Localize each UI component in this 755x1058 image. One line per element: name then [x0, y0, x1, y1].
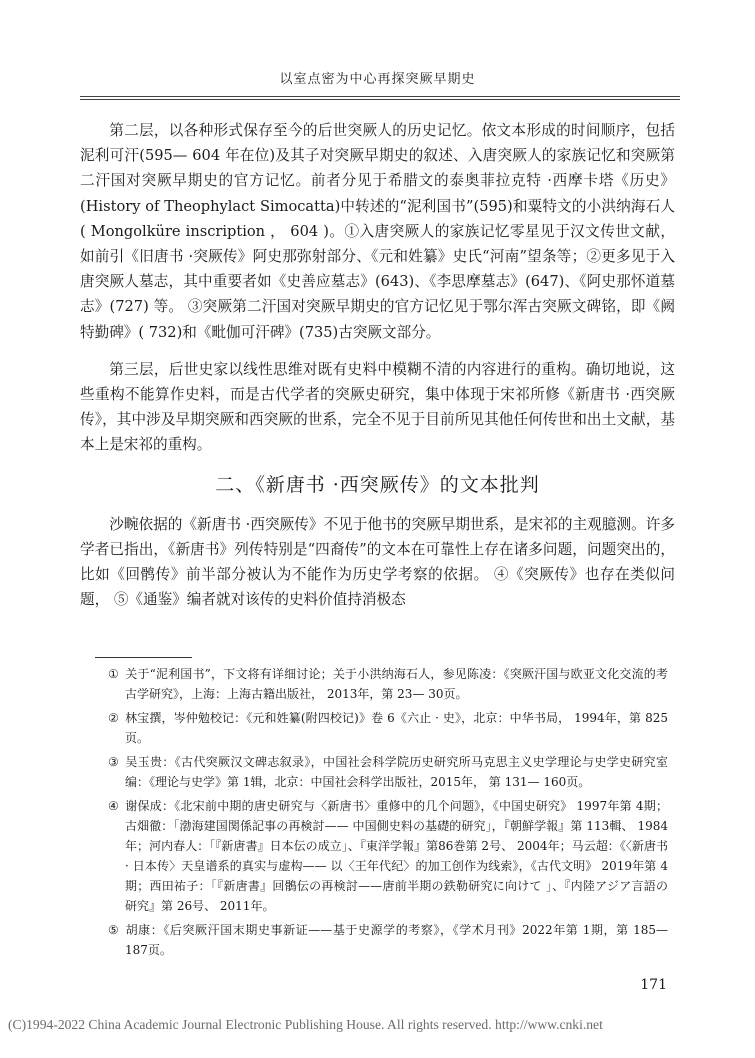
paragraph: 第二层，以各种形式保存至今的后世突厥人的历史记忆。依文本形成的时间顺序，包括泥利可汗(595— 604 年在位)及其子对突厥早期史的叙述、入唐突厥人的家族记忆和突厥第二汗国对突厥早期史的官方记忆。前者分见于希腊文的泰奥菲拉克特 ·西摩卡塔《历史》(History of Theophylact Simocatta)中转述的“泥利国书”(595)和粟特文的小洪纳海石人( Mongolküre inscription ， 604 )。①入唐突厥人的家族记忆零星见于汉文传世文献，如前引《旧唐书 ·突厥传》阿史那弥射部分、《元和姓纂》史氏“河南”望条等；②更多见于入唐突厥人墓志，其中重要者如《史善应墓志》(643)、《李思摩墓志》(647)、《阿史那怀道墓志》(727) 等。 ③突厥第二汗国对突厥早期史的官方记忆见于鄂尔浑古突厥文碑铭，即《阙特勤碑》( 732)和《毗伽可汗碑》(735)古突厥文部分。	[80, 122, 675, 341]
footnote-text: 胡康：《后突厥汗国末期史事新证——基于史源学的考察》，《学术月刊》2022年第 1期，第 185— 187页。	[125, 923, 668, 957]
body-text	[80, 118, 675, 624]
header-rule-bottom	[80, 99, 680, 100]
footnote-number: ④	[108, 799, 119, 813]
footnotes	[108, 664, 668, 964]
paragraph: 沙畹依据的《新唐书 ·西突厥传》不见于他书的突厥早期世系，是宋祁的主观臆测。许多学者已指出，《新唐书》列传特别是“四裔传”的文本在可靠性上存在诸多问题，问题突出的，比如《回鹘传》前半部分被认为不能作为历史学考察的依据。 ④《突厥传》也存在类似问题， ⑤《通鉴》编者就对该传的史料价值持消极态	[80, 515, 675, 609]
footnote-text: 吴玉贵：《古代突厥汉文碑志叙录》，中国社会科学院历史研究所马克思主义史学理论与史学史研究室编：《理论与史学》第 1辑，北京：中国社会科学出版社，2015年， 第 131— 160页。	[125, 755, 668, 789]
footnote	[108, 708, 668, 748]
footnote-text: 谢保成：《北宋前中期的唐史研究与〈新唐书〉重修中的几个问题》，《中国史研究》 1997年第 4期；古畑徹：「渤海建国関係記事の再検討—— 中国側史料の基礎的研究」，『朝鮮学報』第 113輯、 1984年；河内春人：「『新唐書』日本伝の成立」、『東洋学報』第86巻第 2号、 2004年；马云超：《〈新唐书 · 日本传〉天皇谱系的真实与虚构—— 以〈王年代纪〉的加工创作为线索》，《古代文明》 2019年第 4期；西田祐子：「『新唐書』回鶻伝の再検討——唐前半期の鉄勒研究に向けて 」、『内陸アジア言語の研究』第 26号、 2011年。	[125, 799, 668, 913]
footnote-number: ①	[108, 667, 119, 681]
footnote	[108, 664, 668, 704]
header-rule-top	[80, 96, 680, 97]
footnote-text: 关于“泥利国书”，下文将有详细讨论；关于小洪纳海石人，参见陈凌：《突厥汗国与欧亚文化交流的考古学研究》，上海：上海古籍出版社， 2013年，第 23— 30页。	[125, 667, 668, 701]
copyright-footer: (C)1994-2022 China Academic Journal Electronic Publishing House. All rights reserved. http://www.cnki.net	[8, 1017, 603, 1032]
footnote	[108, 920, 668, 960]
running-head: 以室点密为中心再探突厥早期史	[279, 72, 476, 87]
page-number: 171	[640, 977, 667, 993]
footnote-number: ②	[108, 711, 119, 725]
footnote-text: 林宝撰，岑仲勉校记：《元和姓纂(附四校记)》卷 6《六止 · 史》，北京：中华书局， 1994年，第 825页。	[125, 711, 668, 745]
paragraph: 第三层，后世史家以线性思维对既有史料中模糊不清的内容进行的重构。确切地说，这些重构不能算作史料，而是古代学者的突厥史研究，集中体现于宋祁所修《新唐书 ·西突厥传》，其中涉及早期突厥和西突厥的世系，完全不见于目前所见其他任何传世和出土文献，基本上是宋祁的重构。	[80, 360, 675, 454]
section-heading: 二、《新唐书 ·西突厥传》的文本批判	[215, 473, 540, 496]
footnote-number: ③	[108, 755, 119, 769]
footnote	[108, 752, 668, 792]
footnote	[108, 796, 668, 916]
footnote-rule	[95, 657, 192, 658]
footnote-number: ⑤	[108, 923, 119, 937]
